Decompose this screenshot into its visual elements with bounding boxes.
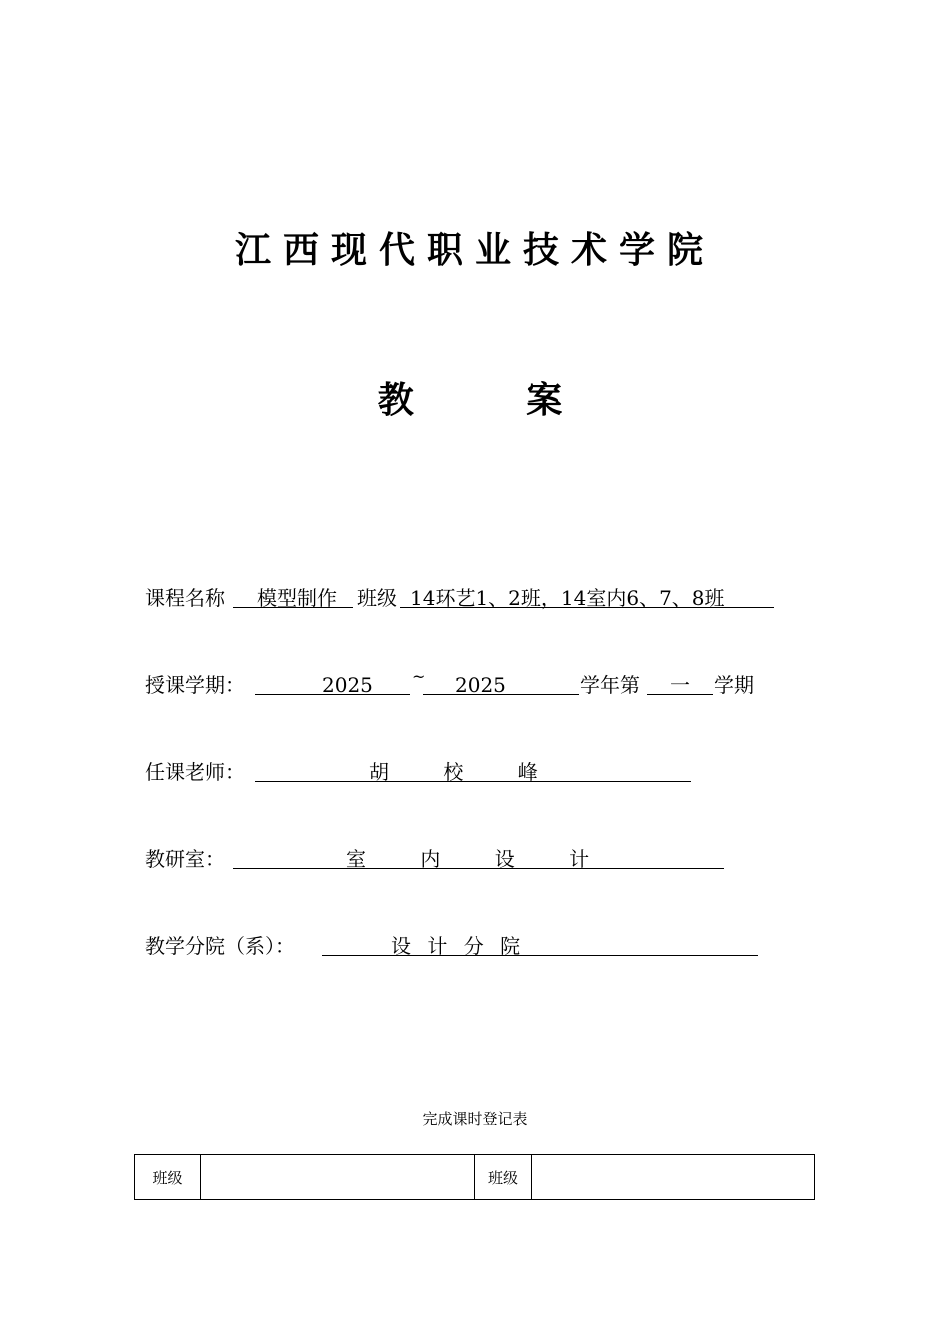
department-field [0,931,950,961]
department-underline [322,955,758,956]
department-value: 设 计 分 院 [391,934,521,958]
class-label: 班级 [357,586,397,610]
class-value: 14环艺1、2班，14室内6、7、8班 [410,586,725,610]
term-mid-text: 学年第 [580,673,640,697]
teacher-field [0,757,950,787]
course-value: 模型制作 [257,586,337,610]
office-label: 教研室： [145,847,225,871]
teacher-label: 任课老师： [145,760,245,784]
term-tilde: ~ [412,667,426,686]
term-end-text: 学期 [714,673,754,697]
teacher-value: 胡 校 峰 [369,760,538,784]
term-field [0,667,950,700]
document-type-title: 教 案 [377,379,613,421]
register-table [134,1154,815,1200]
institution-title: 江西现代职业技术学院 [234,229,715,271]
table-row [135,1155,815,1200]
term-year-end: 2025 [455,673,506,697]
department-label: 教学分院（系）： [145,934,295,958]
term-label: 授课学期： [145,673,245,697]
table-cell-class-value-2 [532,1155,815,1200]
register-table-caption: 完成课时登记表 [422,1110,528,1128]
term-year-start: 2025 [322,673,373,697]
office-value: 室 内 设 计 [346,847,590,871]
course-field [0,583,950,613]
office-field [0,844,950,874]
course-label: 课程名称 [145,586,225,610]
table-cell-class-value-1 [201,1155,475,1200]
table-cell-class-label-2: 班级 [475,1155,532,1200]
table-cell-class-label-1: 班级 [135,1155,201,1200]
semester-value: 一 [670,673,690,697]
